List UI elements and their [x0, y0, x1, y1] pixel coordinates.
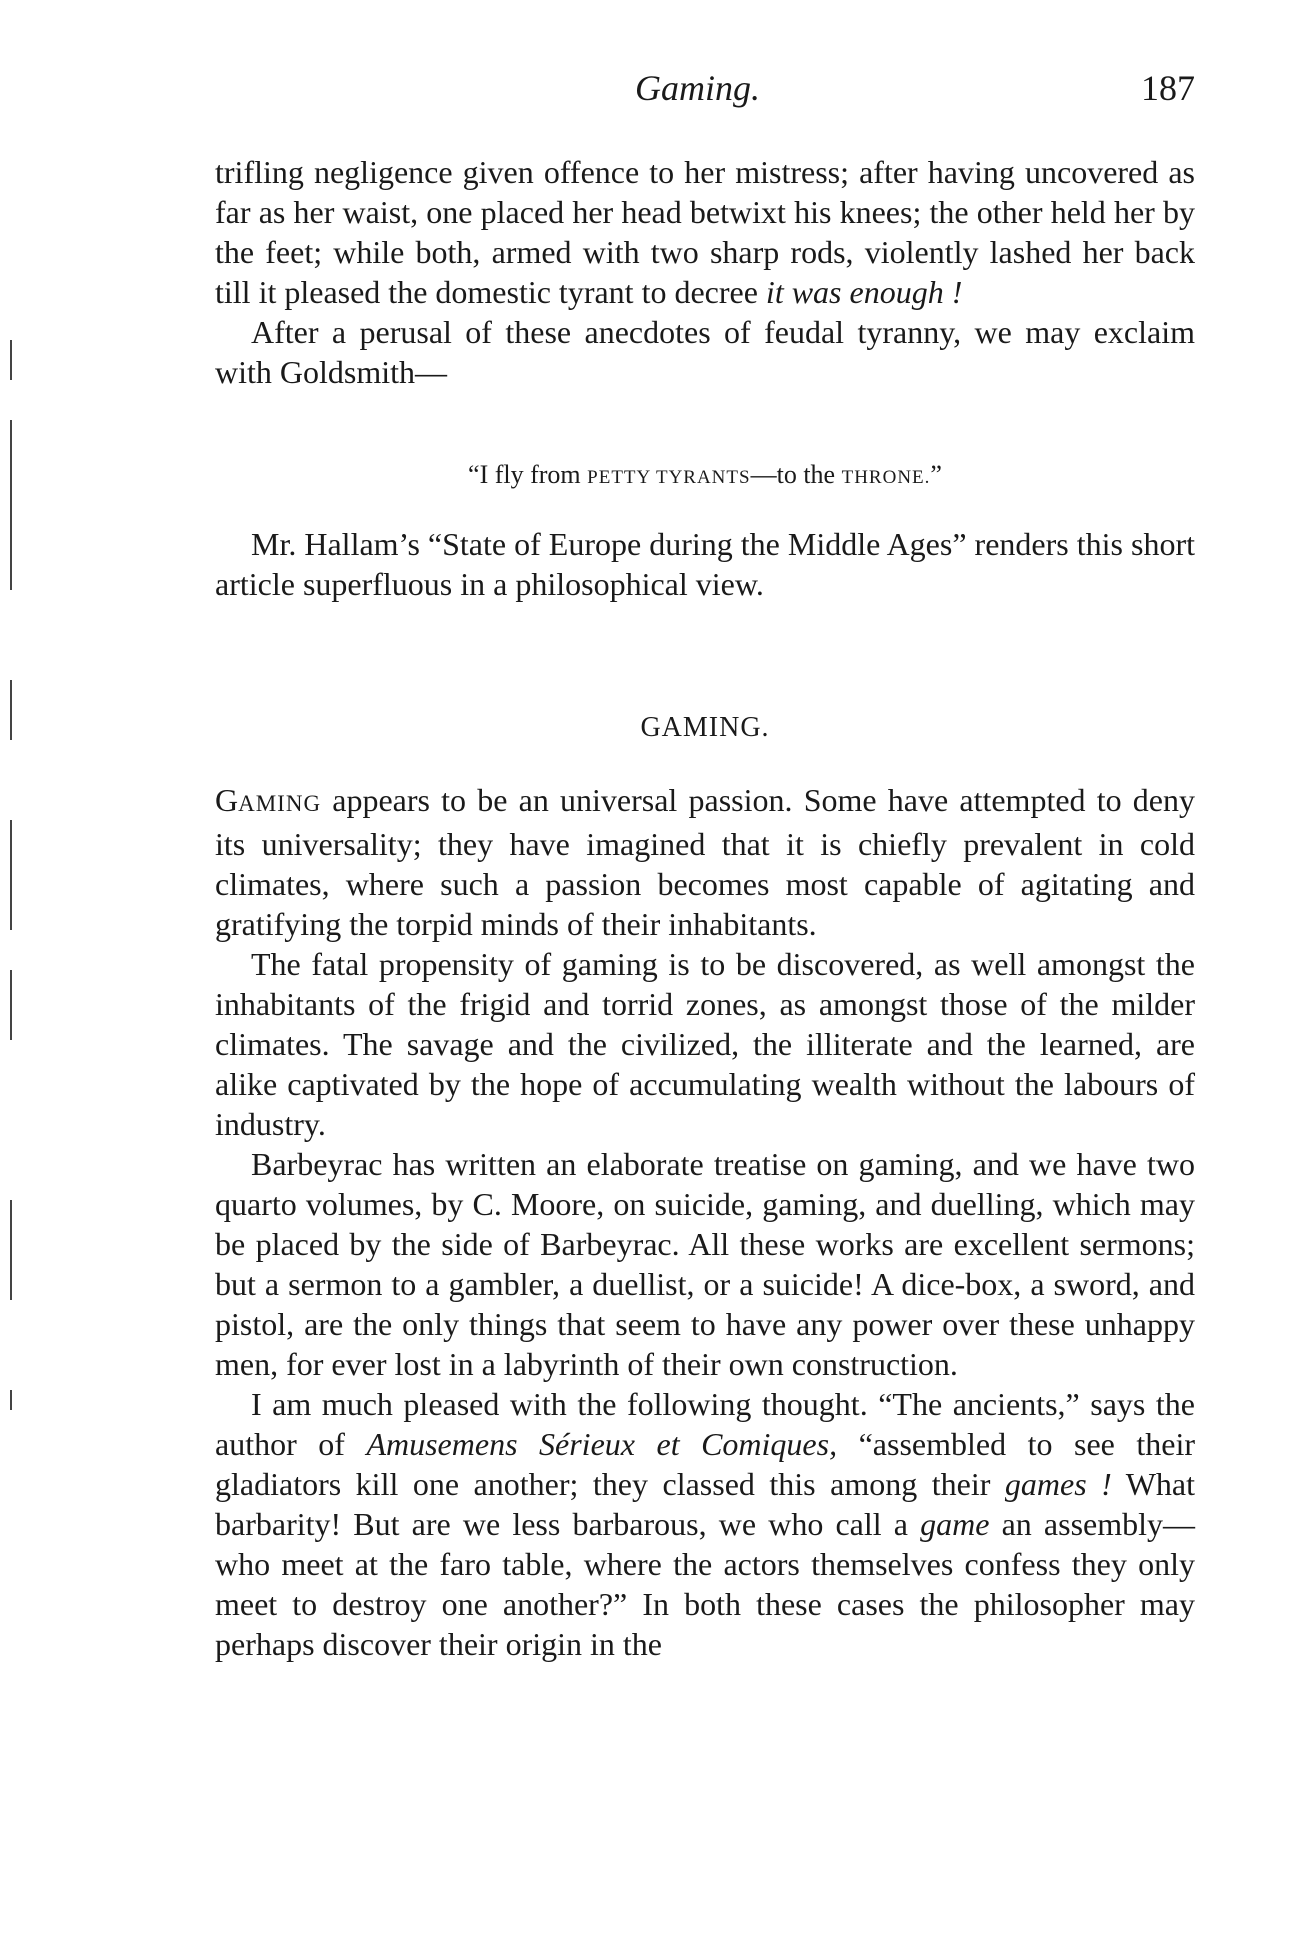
paragraph	[215, 152, 1195, 312]
gutter-mark	[10, 680, 12, 740]
gutter-mark	[10, 970, 12, 1040]
paragraph-text: What barbarity! But are we less barbarous, we who call a	[215, 1466, 1196, 1542]
paragraph-text: “assembled to see their gladiators kill one another; they classed this among their	[215, 1426, 1196, 1502]
quote-middle: —to the	[750, 460, 842, 489]
lead-smallcaps: AMING	[238, 791, 322, 816]
paragraph-text: appears to be an universal passion. Some have attempted to deny its universality; they have imagined that it is chiefly prevalent in cold climates, where such a passion becomes most capable of agitating and gratifying the torpid minds of their inhabitants.	[215, 782, 1195, 942]
gutter-mark	[10, 820, 12, 930]
paragraph	[215, 1384, 1195, 1664]
quote-close: ”	[930, 460, 942, 489]
book-title: Amusemens Sérieux et Comiques,	[366, 1426, 838, 1462]
paragraph: The fatal propensity of gaming is to be discovered, as well amongst the inhabitants of the frigid and torrid zones, as amongst those of the milder climates. The savage and the civilized, the illiterate and the learned, are alike captivated by the hope of accumulating wealth without the labours of industry.	[215, 946, 1195, 1142]
page-number: 187	[1141, 68, 1195, 108]
hallam-paragraph-block	[215, 524, 1195, 604]
quote-smallcaps: PETTY TYRANTS	[587, 467, 751, 488]
running-title: Gaming.	[635, 68, 760, 108]
continued-paragraphs	[215, 152, 1195, 392]
emphasis-text: games !	[1004, 1466, 1112, 1502]
paragraph	[215, 780, 1195, 944]
gutter-mark	[10, 1390, 12, 1410]
emphasis-text: it was enough !	[765, 274, 963, 310]
quote-open: “I fly from	[468, 460, 588, 489]
paragraph-text: trifling negligence given offence to her mistress; after having uncovered as far as her waist, one placed her head betwixt his knees; the other held her by the feet; while both, armed with two sharp rods, violently lashed her back till it pleased the domestic tyrant to decree	[215, 154, 1195, 310]
goldsmith-quote	[215, 458, 1195, 495]
gutter-mark	[10, 420, 12, 590]
lead-word	[215, 782, 321, 818]
gaming-article	[215, 780, 1195, 1664]
paragraph: Mr. Hallam’s “State of Europe during the Middle Ages” renders this short article superfluous in a philosophical view.	[215, 526, 1195, 602]
gutter-mark	[10, 340, 12, 380]
scan-gutter-marks	[10, 120, 20, 1880]
paragraph-text: an assembly—who meet at the faro table, where the actors themselves confess they only meet to destroy one another?” In both these cases the philosopher may perhaps discover their origin in the	[215, 1506, 1196, 1662]
paragraph-text: I am much pleased with the following thought. “The ancients,” says the author of	[215, 1386, 1195, 1462]
section-heading: GAMING.	[640, 712, 770, 743]
lead-initial: G	[215, 782, 239, 818]
paragraph: Barbeyrac has written an elaborate treatise on gaming, and we have two quarto volumes, by C. Moore, on suicide, gaming, and duelling, which may be placed by the side of Barbeyrac. All these works are excellent sermons; but a sermon to a gambler, a duellist, or a suicide! A dice-box, a sword, and pistol, are the only things that seem to have any power over these unhappy men, for ever lost in a labyrinth of their own construction.	[215, 1146, 1195, 1382]
paragraph: After a perusal of these anecdotes of feudal tyranny, we may exclaim with Goldsmith—	[215, 314, 1195, 390]
running-header	[215, 66, 1195, 118]
emphasis-text: game	[920, 1506, 990, 1542]
gutter-mark	[10, 1200, 12, 1300]
quote-smallcaps: THRONE.	[841, 467, 931, 488]
